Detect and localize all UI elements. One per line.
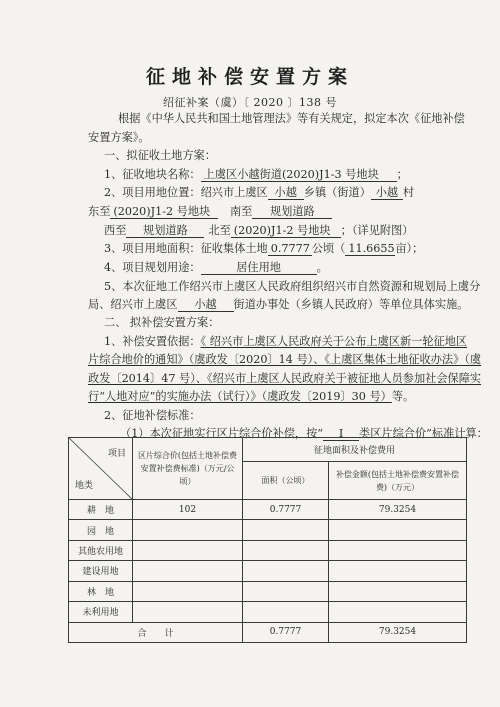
basis-text-4: 行“人地对应”的实施办法（试行）》（虞政发〔2019〕30 号） <box>88 390 392 403</box>
boundary-suffix: ；（详见附图） <box>340 224 414 237</box>
row-area <box>243 602 329 622</box>
basis-row-2: 片综合地价的通知》（虞政发〔2020〕14 号）、《上虞区集体土地征收办法》（虞 <box>88 353 482 366</box>
table-corner-header <box>69 438 133 500</box>
table-row <box>69 520 467 540</box>
implementer-line-1: 5、本次征地工作绍兴市上虞区人民政府组织绍兴市自然资源和规划局上虞分 <box>104 280 481 293</box>
standard-heading: 2、征地补偿标准： <box>104 409 201 422</box>
implementer-town: 小越 <box>178 299 234 312</box>
table-row <box>69 581 467 601</box>
row-amount <box>329 581 467 601</box>
row-area <box>243 561 329 581</box>
section2-heading: 二、 拟补偿安置方案： <box>104 316 220 329</box>
row-price <box>133 520 243 540</box>
row-amount <box>329 540 467 560</box>
land-name-value: 上虞区小越街道(2020)J1-3 号地块 <box>201 169 397 182</box>
basis-row-1 <box>104 335 467 349</box>
north-label: 北至 <box>208 224 231 237</box>
row-price <box>133 602 243 622</box>
implementer-prefix: 局、绍兴市上虞区 <box>88 298 178 311</box>
location-mid: 乡镇（街道） <box>303 186 371 199</box>
document-title: 征地补偿安置方案 <box>145 66 354 88</box>
row-land-type: 未利用地 <box>69 602 133 622</box>
purpose-suffix: 。 <box>316 261 328 274</box>
row-area <box>243 540 329 560</box>
total-area: 0.7777 <box>243 622 329 642</box>
location-suffix: 村 <box>402 186 415 199</box>
area-row <box>104 242 423 256</box>
table-row <box>69 540 467 560</box>
row-amount <box>329 602 467 622</box>
location-label: 2、项目用地位置：绍兴市上虞区 <box>104 186 268 199</box>
row-price <box>133 561 243 581</box>
area-label: 3、项目用地面积：征收集体土地 <box>104 242 268 255</box>
row-amount <box>329 561 467 581</box>
header-amount: 补偿金额(包括土地补偿费安置补偿费)（万元） <box>329 462 467 500</box>
standard-suffix: 类区片综合价”标准计算： <box>359 427 488 440</box>
row-amount <box>329 520 467 540</box>
boundary-row-1 <box>88 205 332 219</box>
location-row <box>104 186 414 200</box>
row-area <box>243 520 329 540</box>
purpose-label: 4、项目规划用途： <box>104 261 201 274</box>
basis-suffix: 等。 <box>391 390 415 403</box>
header-group: 征地面积及补偿费用 <box>243 438 467 462</box>
compensation-table <box>68 437 467 643</box>
location-town: 小越 <box>268 187 304 200</box>
row-price <box>133 540 243 560</box>
south-label: 南至 <box>229 205 253 218</box>
south-value: 规划道路 <box>252 206 332 219</box>
corner-top-label: 项目 <box>107 449 126 459</box>
row-land-type: 耕 地 <box>69 500 133 520</box>
purpose-row <box>104 261 328 275</box>
total-label: 合 计 <box>69 622 243 642</box>
implementer-line-2 <box>88 298 468 312</box>
row-land-type: 林 地 <box>69 581 133 601</box>
boundary-row-2 <box>104 224 414 238</box>
standard-class: I <box>323 428 359 441</box>
table-row <box>69 500 467 520</box>
west-label: 西至 <box>104 224 127 237</box>
intro-line-1: 根据《中华人民共和国土地管理法》等有关规定，拟定本次《征地补偿 <box>118 112 465 125</box>
total-amount: 79.3254 <box>329 622 467 642</box>
land-name-row <box>104 168 408 182</box>
purpose-value: 居住用地 <box>201 262 317 275</box>
intro-line-2: 安置方案》。 <box>88 131 150 144</box>
basis-text-1: 《 绍兴市上虞区人民政府关于公布上虞区新一轮征地区 <box>200 335 468 348</box>
east-label: 东至 <box>88 205 111 218</box>
table-row <box>69 561 467 581</box>
row-price <box>133 581 243 601</box>
implementer-suffix: 街道办事处（乡镇人民政府）等单位具体实施。 <box>233 298 469 311</box>
area-suffix: 亩）； <box>395 242 424 255</box>
land-name-suffix: ； <box>396 168 408 181</box>
standard-prefix: （1）本次征地实行区片综合价补偿，按“ <box>120 427 324 440</box>
area-hectare: 0.7777 <box>268 243 312 256</box>
row-land-type: 建设用地 <box>69 561 133 581</box>
area-mid: 公顷（ <box>311 242 346 255</box>
basis-label: 1、补偿安置依据： <box>104 335 201 348</box>
document-number: 绍征补案（虞）〔 2020 〕138 号 <box>163 96 337 109</box>
row-amount: 79.3254 <box>329 500 467 520</box>
row-price: 102 <box>133 500 243 520</box>
section1-heading: 一、拟征收土地方案： <box>104 149 216 162</box>
north-value: (2020)J1-2 号地块 <box>231 225 341 238</box>
row-land-type: 其他农用地 <box>69 540 133 560</box>
west-value: 规划道路 <box>126 225 204 238</box>
corner-bottom-label: 地类 <box>75 481 94 491</box>
basis-row-3: 政发〔2014〕47 号）、《绍兴市上虞区人民政府关于被征地人员参加社会保障实 <box>88 372 482 385</box>
land-name-label: 1、征收地块名称： <box>104 168 201 181</box>
east-value: (2020)J1-2 号地块 <box>110 206 218 219</box>
row-area <box>243 581 329 601</box>
area-mu: 11.6655 <box>345 243 395 256</box>
row-land-type: 园 地 <box>69 520 133 540</box>
row-area: 0.7777 <box>243 500 329 520</box>
table-total-row <box>69 622 467 642</box>
header-price: 区片综合价(包括土地补偿费安置补偿费标准)（万元/公顷） <box>133 438 243 500</box>
header-area: 面积（公顷） <box>243 462 329 500</box>
location-village: 小越 <box>371 187 403 200</box>
table-row <box>69 602 467 622</box>
basis-row-4 <box>88 390 414 404</box>
